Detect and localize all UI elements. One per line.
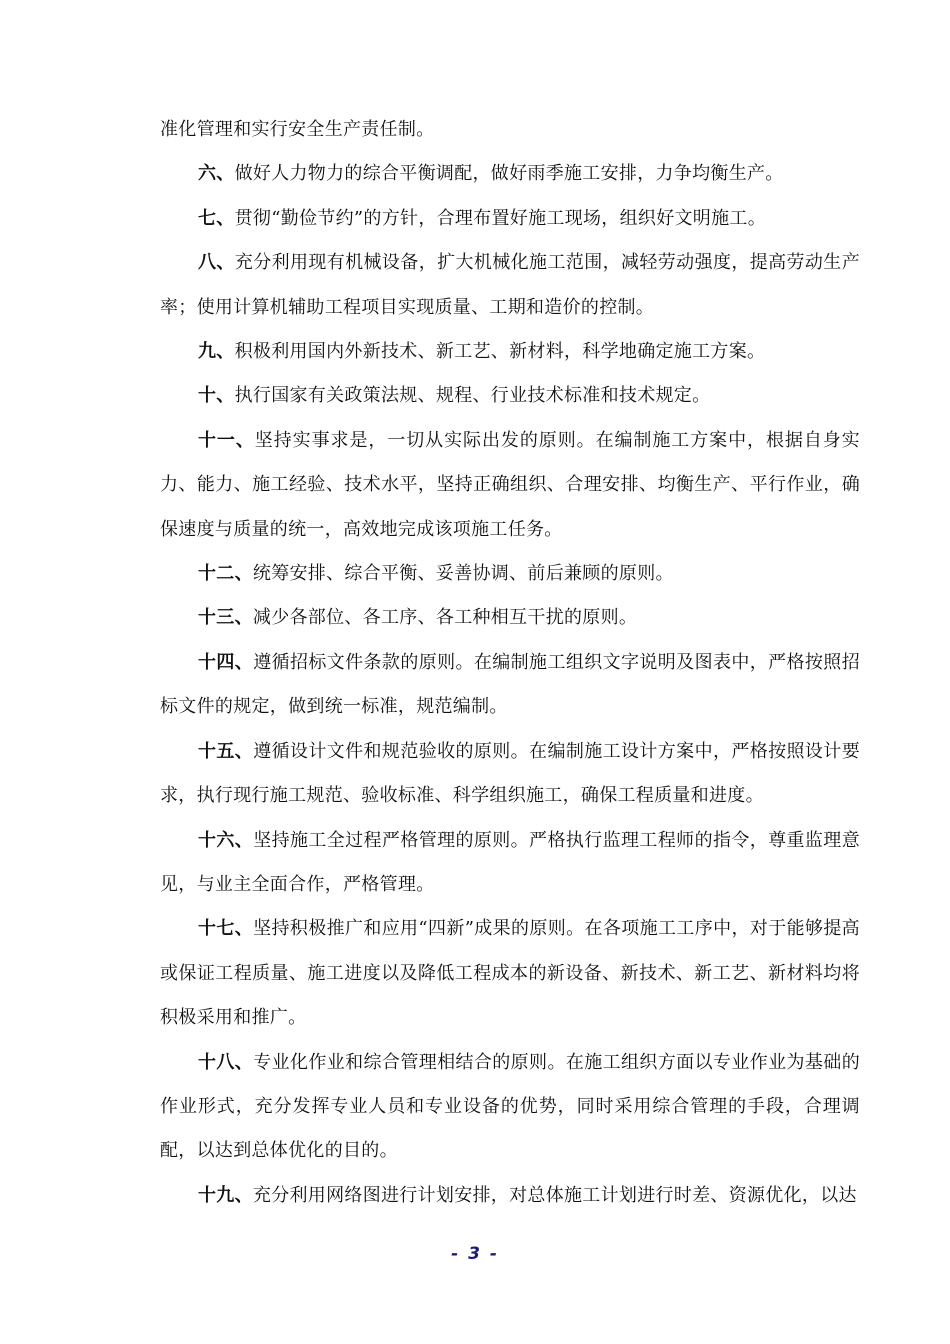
- item-number: 十二、: [198, 563, 253, 585]
- item-text: 坚持施工全过程严格管理的原则。严格执行监理工程师的指令，尊重监理意见，与业主全面合作，严格管理。: [160, 829, 860, 895]
- item-text: 充分利用网络图进行计划安排，对总体施工计划进行时差、资源优化，以达: [252, 1184, 857, 1206]
- item-text: 坚持实事求是，一切从实际出发的原则。在编制施工方案中，根据自身实力、能力、施工经验、技术水平，坚持正确组织、合理安排、均衡生产、平行作业，确保速度与质量的统一，高效地完成该项施工任务。: [160, 429, 860, 540]
- item-text: 坚持积极推广和应用“四新”成果的原则。在各项施工工序中，对于能够提高或保证工程质量、施工进度以及降低工程成本的新设备、新技术、新工艺、新材料均将积极采用和推广。: [160, 918, 860, 1029]
- item-text: 统筹安排、综合平衡、妥善协调、前后兼顾的原则。: [252, 563, 674, 585]
- item-number: 十八、: [198, 1051, 254, 1073]
- paragraph-12: [160, 552, 860, 596]
- item-number: 十、: [198, 385, 235, 407]
- item-number: 九、: [198, 341, 235, 363]
- item-number: 十四、: [198, 651, 254, 673]
- item-text: 执行国家有关政策法规、规程、行业技术标准和技术规定。: [234, 385, 711, 407]
- paragraph-11: [160, 419, 860, 552]
- continuation-paragraph: 准化管理和实行安全生产责任制。: [160, 119, 435, 140]
- paragraph-10: [160, 374, 860, 418]
- item-text: 积极利用国内外新技术、新工艺、新材料，科学地确定施工方案。: [234, 341, 766, 363]
- paragraph-17: [160, 907, 860, 1040]
- item-number: 八、: [198, 252, 235, 274]
- paragraph-8: [160, 241, 860, 330]
- item-text: 做好人力物力的综合平衡调配，做好雨季施工安排，力争均衡生产。: [234, 163, 784, 185]
- paragraph-7: [160, 197, 860, 241]
- item-text: 减少各部位、各工序、各工种相互干扰的原则。: [252, 607, 638, 629]
- item-number: 十五、: [198, 740, 254, 762]
- paragraph-9: [160, 330, 860, 374]
- item-text: 充分利用现有机械设备，扩大机械化施工范围，减轻劳动强度，提高劳动生产率；使用计算机辅助工程项目实现质量、工期和造价的控制。: [160, 252, 860, 318]
- item-number: 十一、: [198, 429, 255, 451]
- item-text: 贯彻“勤俭节约”的方针，合理布置好施工现场，组织好文明施工。: [234, 207, 767, 229]
- paragraph-19: [160, 1174, 860, 1218]
- item-text: 遵循设计文件和规范验收的原则。在编制施工设计方案中，严格按照设计要求，执行现行施工规范、验收标准、科学组织施工，确保工程质量和进度。: [160, 740, 860, 807]
- item-text: 遵循招标文件条款的原则。在编制施工组织文字说明及图表中，严格按照招标文件的规定，做到统一标准，规范编制。: [160, 651, 860, 718]
- paragraph-18: [160, 1041, 860, 1174]
- paragraph-6: [160, 152, 860, 196]
- item-number: 六、: [198, 163, 235, 185]
- item-number: 七、: [198, 207, 235, 229]
- item-number: 十七、: [198, 918, 254, 940]
- paragraph-14: [160, 641, 860, 730]
- paragraph-15: [160, 730, 860, 819]
- paragraph-13: [160, 596, 860, 640]
- item-number: 十三、: [198, 607, 253, 629]
- paragraph-16: [160, 819, 860, 908]
- item-text: 专业化作业和综合管理相结合的原则。在施工组织方面以专业作业为基础的作业形式，充分发挥专业人员和专业设备的优势，同时采用综合管理的手段，合理调配，以达到总体优化的目的。: [160, 1051, 860, 1162]
- body-text: [160, 108, 860, 1218]
- item-number: 十六、: [198, 829, 254, 851]
- item-number: 十九、: [198, 1184, 253, 1206]
- page-number: - 3 -: [451, 1244, 499, 1264]
